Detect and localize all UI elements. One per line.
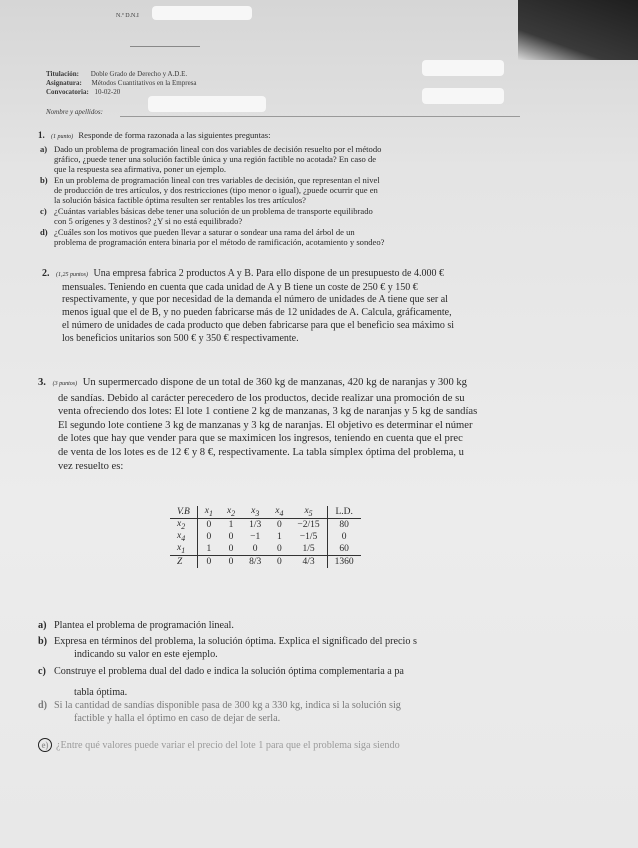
q1-item-d [38,227,618,247]
q3-line: de venta de los lotes es de 12 € y 8 €, respectivamente. La tabla símplex óptima del problema, u [58,446,464,458]
simplex-cell: 0 [252,544,258,554]
simplex-row [170,519,361,532]
simplex-cell: $x_4$ [170,531,197,543]
q1-item-a-line: que la respuesta sea afirmativa, poner un ejemplo. [54,164,227,174]
simplex-header-cell: $x_3$ [242,506,268,519]
simplex-cell: 1 [206,544,212,554]
q2-number: 2. [42,268,50,279]
question-3 [38,376,638,473]
q1-item-d-line: ¿Cuáles son los motivos que pueden llevar a saturar o sondear una rama del árbol de un [54,227,355,237]
question-2 [42,268,622,345]
q3-question-a-text: Plantea el problema de programación lineal. [54,620,234,631]
q3-question-d-label: d) [38,700,48,711]
q2-line: Una empresa fabrica 2 productos A y B. Para ello dispone de un presupuesto de 4.000 € [93,268,444,279]
simplex-cell: 0 [268,556,290,569]
q3-question-b [38,636,638,661]
q3-question-d-text: factible y halla el óptimo en caso de dejar de serla. [74,712,281,724]
simplex-cell: 0 [276,544,282,554]
simplex-cell: $x_1$ [170,543,197,556]
simplex-objective-row [170,556,361,569]
q1-item-c-line: ¿Cuántas variables básicas debe tener una solución de un problema de transporte equilibrado [54,206,373,216]
simplex-cell: 1 [276,532,282,542]
redacted-box-1 [422,60,504,76]
asignatura-value: Métodos Cuantitativos en la Empresa [91,79,197,87]
simplex-cell: 1 [228,520,234,530]
q1-item-c [38,206,618,226]
simplex-cell: 0 [327,531,361,543]
q1-item-b [38,175,618,205]
titulacion-value: Doble Grado de Derecho y A.D.E. [90,70,188,78]
q3-points: (3 puntos) [52,381,78,387]
question-1 [38,130,618,247]
q1-item-b-line: de producción de tres artículos, y dos restricciones (tipo menor o igual), ¿puede ocurrir que en [54,185,378,195]
dni-label: N.º D.N.I [116,13,139,19]
q3-question-b-text: indicando su valor en este ejemplo. [74,648,218,660]
q2-line: los beneficios unitarios son 500 € y 350 € respectivamente. [62,332,299,344]
simplex-table [170,506,361,568]
q3-line: de lotes que hay que vender para que se maximicen los ingresos, teniendo en cuenta que el prec [58,433,463,445]
simplex-cell: 0 [220,556,242,569]
asignatura-label: Asignatura: [46,79,82,87]
q3-question-c-label: c) [38,666,46,677]
q2-points: (1,25 puntos) [56,272,88,278]
simplex-cell: 4/3 [290,556,327,569]
q1-item-b-line: la solución básica factible óptima resulten ser rentables los tres artículos? [54,195,306,205]
simplex-cell: 0 [228,544,234,554]
simplex-cell: −1 [250,532,261,542]
titulacion-label: Titulación: [46,70,79,78]
q3-line: El segundo lote contiene 3 kg de manzanas y 3 kg de naranjas. El objetivo es determinar el númer [58,419,473,431]
simplex-cell: 1/5 [302,544,315,554]
simplex-header-cell: $x_1$ [197,506,220,519]
nombre-label: Nombre y apellidos: [46,108,103,116]
simplex-cell: −1/5 [299,532,318,542]
q2-line: menos igual que el de B, y no pueden fabricarse más de 12 unidades de A. Calcula, gráficamente, [62,307,452,319]
q1-item-d-line: problema de programación entera binaria por el método de ramificación, acotamiento y sondeo? [54,237,385,247]
simplex-header-row [170,506,361,519]
q1-item-a [38,144,618,174]
q3-question-d [38,700,638,725]
subscript: 2 [231,508,236,518]
q3-question-e-label: e) [38,738,52,752]
subscript: 4 [279,508,284,518]
subscript: 5 [308,508,313,518]
simplex-cell: −2/15 [297,520,320,530]
simplex-row [170,543,361,556]
simplex-header-cell: $x_5$ [290,506,327,519]
name-line [120,116,520,117]
q1-item-a-line: gráfico, ¿puede tener una solución factible única y una región factible no acotada? En caso de [54,154,377,164]
q1-item-b-label: b) [40,175,48,185]
simplex-cell: $x_2$ [170,519,197,532]
subscript: 1 [208,508,213,518]
q3-line: Un supermercado dispone de un total de 360 kg de manzanas, 420 kg de naranjas y 300 kg [82,377,467,388]
q1-item-c-line: con 5 orígenes y 3 destinos? ¿Y si no está equilibrado? [54,216,243,226]
simplex-header-cell: V.B [170,506,197,519]
simplex-cell: 80 [327,519,361,532]
redacted-dni [152,6,252,20]
q1-item-a-line: Dado un problema de programación lineal con dos variables de decisión resuelto por el método [54,144,382,154]
q1-item-d-label: d) [40,227,48,237]
convocatoria-value: 10-02-20 [94,88,121,96]
q3-question-d-text: Si la cantidad de sandías disponible pasa de 300 kg a 330 kg, indica si la solución sig [54,700,401,711]
q3-question-e [38,738,638,753]
q1-points: (1 punto) [51,134,74,140]
q1-item-b-line: En un problema de programación lineal con tres variables de decisión, que representan el nivel [54,175,380,185]
simplex-cell: 1/3 [249,520,262,530]
simplex-cell: 8/3 [242,556,268,569]
shadow-corner [518,0,638,60]
asignatura-row [46,79,197,87]
simplex-row [170,531,361,543]
simplex-cell: 0 [228,532,234,542]
convocatoria-label: Convocatoria: [46,88,89,96]
simplex-header-cell: $x_4$ [268,506,290,519]
titulacion-row [46,70,187,78]
simplex-header-cell: L.D. [327,506,361,519]
q3-question-e-text: ¿Entre qué valores puede variar el precio del lote 1 para que el problema siga siendo [56,740,400,751]
q3-number: 3. [38,377,46,388]
q3-line: de sandías. Debido al carácter perecedero de los productos, decide realizar una promoción de su [58,392,465,404]
q3-line: venta ofreciendo dos lotes: El lote 1 contiene 2 kg de manzanas, 3 kg de naranjas y 5 kg de sandías [58,406,478,418]
q1-item-c-label: c) [40,206,47,216]
subscript: 1 [181,545,186,555]
q2-line: respectivamente, y que por necesidad de la demanda el número de unidades de A tiene que ser al [62,294,448,306]
q3-question-c [38,666,638,699]
q3-question-c-text: tabla óptima. [74,686,128,698]
redacted-name [148,96,266,112]
q3-line: vez resuelto es: [58,460,124,472]
q1-intro: Responde de forma razonada a las siguientes preguntas: [78,130,271,140]
simplex-cell: 0 [206,532,212,542]
signature-line [130,46,200,47]
q2-line: mensuales. Teniendo en cuenta que cada unidad de A y B tiene un coste de 250 € y 150 € [62,281,418,293]
q1-item-a-label: a) [40,144,48,154]
convocatoria-row [46,88,120,96]
q3-question-a [38,620,638,633]
simplex-cell: Z [170,556,197,569]
q3-question-a-label: a) [38,620,47,631]
q2-line: el número de unidades de cada producto que deben fabricarse para que el beneficio sea máximo si [62,319,455,331]
simplex-cell: 0 [276,520,282,530]
q3-question-b-label: b) [38,636,48,647]
simplex-cell: 0 [206,520,212,530]
q1-number: 1. [38,130,45,140]
q3-question-b-text: Expresa en términos del problema, la solución óptima. Explica el significado del precio s [54,636,417,647]
simplex-cell: 1360 [327,556,361,569]
subscript: 2 [181,521,186,531]
q3-question-c-text: Construye el problema dual del dado e indica la solución óptima complementaria a pa [54,666,404,677]
simplex-header-cell: $x_2$ [220,506,242,519]
simplex-cell: 60 [327,543,361,556]
subscript: 3 [255,508,260,518]
redacted-box-2 [422,88,504,104]
subscript: 4 [181,533,186,543]
simplex-cell: 0 [197,556,220,569]
